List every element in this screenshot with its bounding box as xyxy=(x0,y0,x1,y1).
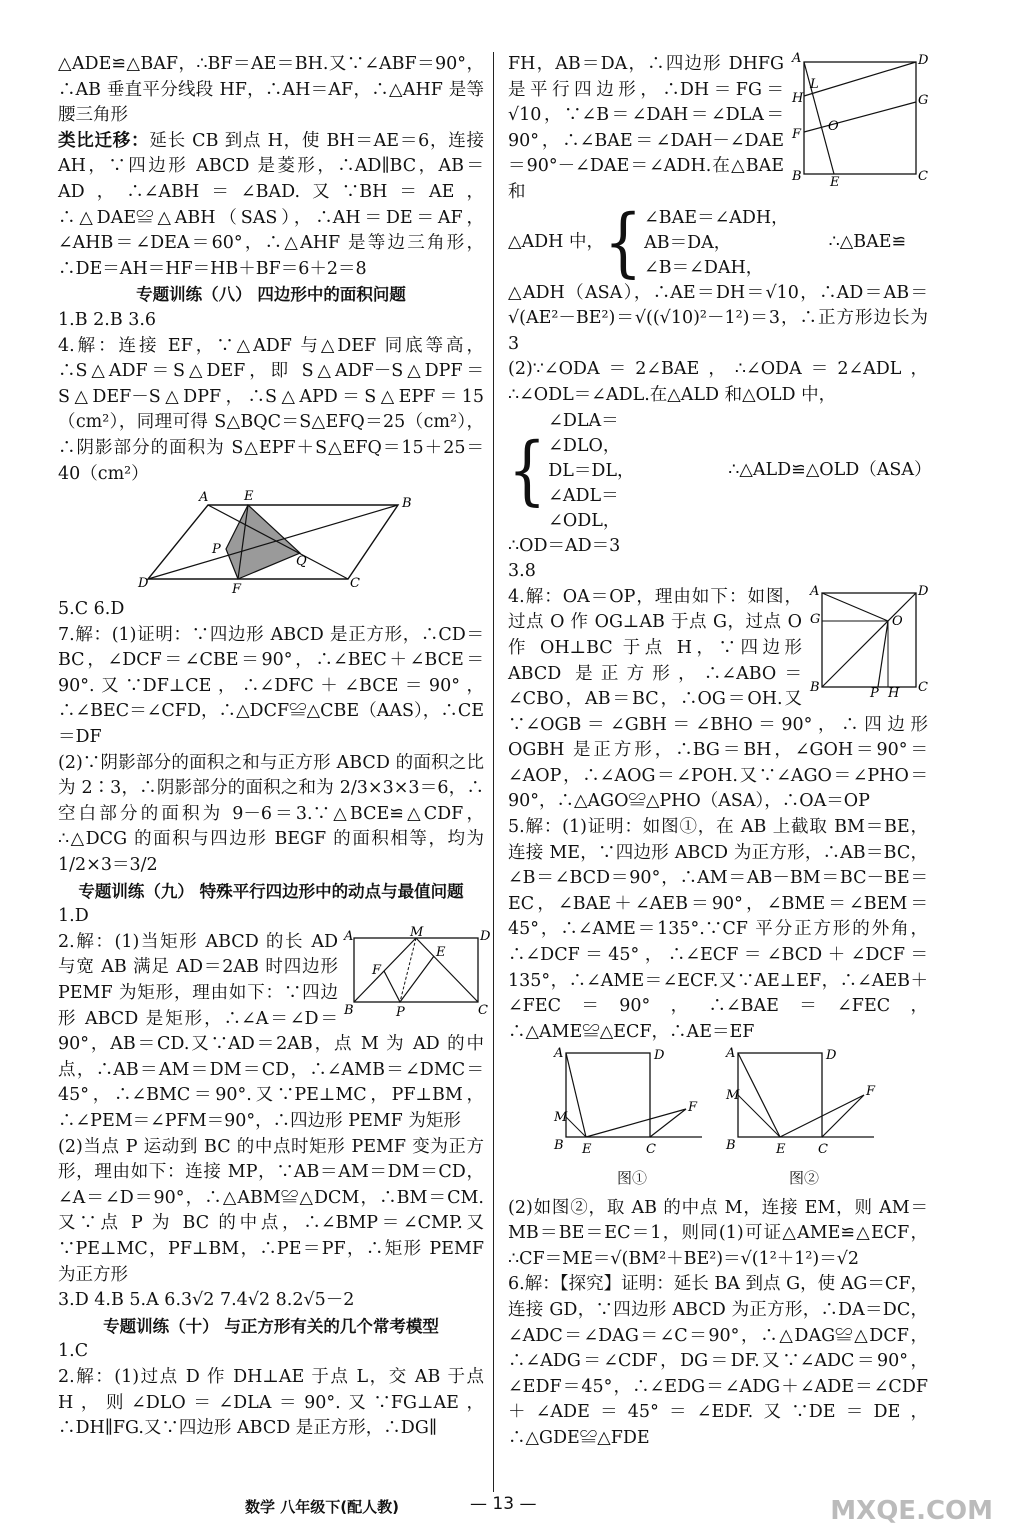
svg-text:A: A xyxy=(554,1046,564,1062)
rectangle-pemf-figure xyxy=(344,924,491,1020)
svg-text:P: P xyxy=(870,685,879,701)
svg-text:G: G xyxy=(810,611,821,627)
paragraph: 2.解：(1)过点 D 作 DH⊥AE 于点 L，交 AB 于点 H，则∠DLO＝∠DLA＝90°.又∵FG⊥AE，∴DH∥FG.又∵四边形 ABCD 是正方形，∴DG∥ xyxy=(58,1366,484,1439)
svg-text:C: C xyxy=(478,1002,488,1018)
figures-row xyxy=(508,1046,928,1191)
paragraph: 6.解：【探究】证明：延长 BA 到点 G，使 AG＝CF，连接 GD，∵四边形 ABCD 为正方形，∴DA＝DC，∠ADC＝∠DAG＝∠C＝90°，∴△DAG≌△DCF，∴∠ADG＝∠CDF，DG＝DF.又∵∠ADC＝90°，∠EDF＝45°，∴∠EDG＝∠ADG＋∠ADE＝∠CDF＋∠ADE＝45°＝∠EDF.又∵DE＝DE，∴△GDE≌△FDE xyxy=(508,1274,928,1448)
system-prefix: △ADH 中， xyxy=(508,232,604,253)
svg-text:F: F xyxy=(866,1084,876,1100)
answers-line: 1.C xyxy=(58,1341,89,1362)
square-figure-1 xyxy=(552,1046,712,1158)
square-oaop-figure xyxy=(808,583,929,701)
svg-text:F: F xyxy=(372,962,382,978)
equation-system xyxy=(508,409,932,534)
paragraph: △ADE≌△BAF，∴BF＝AE＝BH.又∵∠ABF＝90°，∴AB 垂直平分线段 HF，∴AH＝AF，∴△AHF 是等腰三角形 xyxy=(58,54,484,126)
svg-text:F: F xyxy=(792,127,802,142)
system-lines xyxy=(548,409,688,534)
svg-text:B: B xyxy=(344,1002,354,1018)
page-number: — 13 — xyxy=(470,1494,537,1514)
svg-text:B: B xyxy=(810,679,820,695)
svg-text:D: D xyxy=(826,1048,837,1064)
paragraph: 4.解：OA＝OP，理由如下：如图，过点 O 作 OG⊥AB 于点 G，过点 O 作 OH⊥BC 于点 H，∵四边形 ABCD 是正方形，∴∠ABO＝∠CBO，AB＝BC，∴OG＝OH.又∵∠OGB＝∠GBH＝∠BHO＝90°，∴四边形 OGBH 是正方形，∴BG＝BH，∠GOH＝90°＝∠AOP，∴∠AOG＝∠POH.又∵∠AGO＝∠PHO＝90°，∴△AGO≌△PHO（ASA），∴OA＝OP xyxy=(508,586,928,812)
system-line: ∠DLA＝∠DLO， xyxy=(548,410,621,456)
paragraph: ∴OD＝AD＝3 xyxy=(508,535,621,556)
svg-text:A: A xyxy=(726,1046,736,1062)
svg-text:C: C xyxy=(918,169,928,184)
problem-continuation-block xyxy=(508,51,929,287)
system-line: AB＝DA， xyxy=(644,232,732,253)
svg-text:D: D xyxy=(480,928,491,944)
svg-text:D: D xyxy=(918,583,929,599)
system-line: ∠ADL＝∠ODL， xyxy=(548,485,621,531)
section-title: 专题训练（八） 四边形中的面积问题 xyxy=(136,285,406,305)
svg-text:B: B xyxy=(554,1138,564,1154)
system-lines xyxy=(644,206,789,281)
watermark: MXQE.COM xyxy=(830,1496,993,1526)
system-suffix: ∴△BAE≌ xyxy=(828,232,907,253)
paragraph: 4.解：连接 EF，∵△ADF 与△DEF 同底等高，∴S△ADF＝S△DEF，即 S△ADF－S△DPF＝S△DEF－S△DPF，∴S△APD＝S△EPF＝15（cm²），同理可得 S△BQC＝S△EFQ＝25（cm²），∴阴影部分的面积为 S△EPF＋S△EFQ＝15＋25＝40（cm²） xyxy=(58,335,484,484)
svg-text:A: A xyxy=(199,490,209,506)
svg-text:E: E xyxy=(776,1142,786,1158)
left-column xyxy=(58,52,491,1442)
analogy-text: 延长 CB 到点 H，使 BH＝AE＝6，连接 AH，∵四边形 ABCD 是菱形，∴AD∥BC，AB＝AD，∴∠ABH＝∠BAD.又∵BH＝AE，∴△DAE≌△ABH（SAS），∴AH＝DE＝AF，∠AHB＝∠DEA＝60°，∴△AHF 是等边三角形，∴DE＝AH＝HF＝HB＋BF＝6＋2＝8 xyxy=(58,130,485,279)
svg-text:C: C xyxy=(646,1142,656,1158)
figure-2 xyxy=(724,1046,884,1191)
svg-text:B: B xyxy=(726,1138,736,1154)
system-line: DL＝DL， xyxy=(548,460,635,481)
svg-text:A: A xyxy=(344,928,354,944)
paragraph: 2.解：(1)当矩形 ABCD 的长 AD 与宽 AB 满足 AD＝2AB 时四边形 PEMF 为矩形，理由如下：∵四边形 ABCD 是矩形，∴∠A＝∠D＝90°，AB＝CD.又∵AD＝2AB，点 M 为 AD 的中点，∴AB＝AM＝DM＝CD，∴∠AMB＝∠DMC＝45°，∴∠BMC＝90°.又∵PE⊥MC，PF⊥BM，∴∠PEM＝∠PFM＝90°，∴四边形 PEMF 为矩形 xyxy=(58,931,484,1131)
answers-line: 3.D 4.B 5.A 6.3√2 7.4√2 8.2√5－2 xyxy=(58,1290,355,1311)
paragraph: (2)∵阴影部分的面积之和与正方形 ABCD 的面积之比为 2∶3，∴阴影部分的面积之和为 2/3×3×3＝6，∴空白部分的面积为 9－6＝3.∵△BCE≌△CDF，∴△DCG 的面积与四边形 BEGF 的面积相等，均为 1/2×3＝3/2 xyxy=(58,752,484,876)
answers-line: 1.D xyxy=(58,906,89,927)
problem-4-block xyxy=(508,585,928,815)
system-line: ∠B＝∠DAH， xyxy=(644,257,764,278)
answers-line: 3.8 xyxy=(508,561,536,582)
right-column xyxy=(508,51,932,1452)
system-line: ∠BAE＝∠ADH， xyxy=(644,207,789,228)
square-abcd-figure xyxy=(790,52,928,190)
svg-text:D: D xyxy=(654,1048,665,1064)
paragraph: (2)∵∠ODA＝2∠BAE，∴∠ODA＝2∠ADL，∴∠ODL＝∠ADL.在△ALD 和△OLD 中， xyxy=(508,359,928,405)
figure-1 xyxy=(552,1046,712,1191)
svg-text:F: F xyxy=(232,582,242,598)
svg-text:M: M xyxy=(554,1110,568,1126)
svg-text:M: M xyxy=(410,924,424,940)
svg-text:O: O xyxy=(828,119,839,134)
paragraph: 5.解：(1)证明：如图①，在 AB 上截取 BM＝BE，连接 ME，∵四边形 ABCD 为正方形，∴AB＝BC，∠B＝∠BCD＝90°，∴AM＝AB－BM＝BC－BE＝EC，∠BAE＋∠AEB＝90°，∠BME＝∠BEM＝45°，∴∠AME＝135°.∵CF 平分正方形的外角，∴∠DCF＝45°，∴∠ECF＝∠BCD＋∠DCF＝135°，∴∠AME＝∠ECF.又∵AE⊥EF，∴∠AEB＋∠FEC＝90°，∴∠BAE＝∠FEC，∴△AME≌△ECF，∴AE＝EF xyxy=(508,817,928,1042)
problem-2-block xyxy=(58,924,491,1135)
svg-text:O: O xyxy=(892,613,903,629)
answers-line: 5.C 6.D xyxy=(58,599,125,620)
square-figure-2 xyxy=(724,1046,884,1158)
equation-system xyxy=(508,199,928,287)
svg-text:C: C xyxy=(918,679,928,695)
parallelogram-shaded-figure xyxy=(58,487,484,597)
section-title: 专题训练（十） 与正方形有关的几个常考模型 xyxy=(103,1316,439,1336)
svg-text:B: B xyxy=(402,496,412,512)
svg-text:E: E xyxy=(830,175,840,190)
svg-text:L: L xyxy=(810,77,819,92)
svg-text:A: A xyxy=(810,583,820,599)
system-suffix: ∴△ALD≌△OLD（ASA） xyxy=(728,460,932,481)
svg-text:E: E xyxy=(582,1142,592,1158)
footer-subject: 数学 八年级下(配人教) xyxy=(245,1498,399,1516)
figure-caption: 图① xyxy=(616,1169,647,1187)
brace-icon: { xyxy=(508,427,547,515)
paragraph: (2)如图②，取 AB 的中点 M，连接 EM，则 AM＝MB＝BE＝EC＝1，则同(1)可证△AME≌△ECF，∴CF＝ME＝√(BM²＋BE²)＝√(1²＋1²)＝√2 xyxy=(508,1197,928,1269)
svg-text:H: H xyxy=(792,91,804,106)
paragraph: (2)当点 P 运动到 BC 的中点时矩形 PEMF 变为正方形，理由如下：连接 MP，∵AB＝AM＝DM＝CD，∠A＝∠D＝90°，∴△ABM≌△DCM，∴BM＝CM.又∵点 P 为 BC 的中点，∴∠BMP＝∠CMP.又∵PE⊥MC，PF⊥BM，∴PE＝PF，∴矩形 PEMF 为正方形 xyxy=(58,1136,484,1285)
column-divider xyxy=(493,52,494,1492)
svg-text:H: H xyxy=(888,685,900,701)
section-title: 专题训练（九） 特殊平行四边形中的动点与最值问题 xyxy=(78,881,464,901)
svg-text:C: C xyxy=(350,576,360,592)
svg-text:P: P xyxy=(212,542,221,558)
paragraph xyxy=(58,129,484,283)
svg-text:A: A xyxy=(792,51,802,66)
paragraph: FH，AB＝DA，∴四边形 DHFG 是平行四边形，∴DH＝FG＝√10，∵∠B＝∠DAH＝∠DLA＝90°，∴∠BAE＝∠DAH－∠DAE＝90°－∠DAE＝∠ADH.在△BAE 和 xyxy=(508,54,784,202)
answers-line: 1.B 2.B 3.6 xyxy=(58,309,157,330)
figure-caption: 图② xyxy=(788,1169,819,1187)
svg-text:E: E xyxy=(436,944,446,960)
svg-text:D: D xyxy=(918,53,929,68)
svg-text:F: F xyxy=(688,1100,698,1116)
svg-text:G: G xyxy=(918,93,929,108)
svg-text:Q: Q xyxy=(296,554,307,570)
svg-text:P: P xyxy=(396,1004,405,1020)
paragraph: △ADH（ASA），∴AE＝DH＝√10，∴AD＝AB＝√(AE²－BE²)＝√((√10)²－1²)＝3，∴正方形边长为 3 xyxy=(508,282,928,354)
svg-text:E: E xyxy=(244,489,254,505)
svg-text:D: D xyxy=(138,576,149,592)
svg-text:C: C xyxy=(818,1142,828,1158)
svg-text:M: M xyxy=(726,1088,740,1104)
brace-icon: { xyxy=(603,199,643,287)
analogy-label: 类比迁移： xyxy=(58,130,150,151)
paragraph: 7.解：(1)证明：∵四边形 ABCD 是正方形，∴CD＝BC，∠DCF＝∠CBE＝90°，∴∠BEC＋∠BCE＝90°.又∵DF⊥CE，∴∠DFC＋∠BCE＝90°，∴∠BEC＝∠CFD，∴△DCF≌△CBE（AAS），∴CE＝DF xyxy=(58,624,484,748)
svg-text:B: B xyxy=(792,169,802,184)
